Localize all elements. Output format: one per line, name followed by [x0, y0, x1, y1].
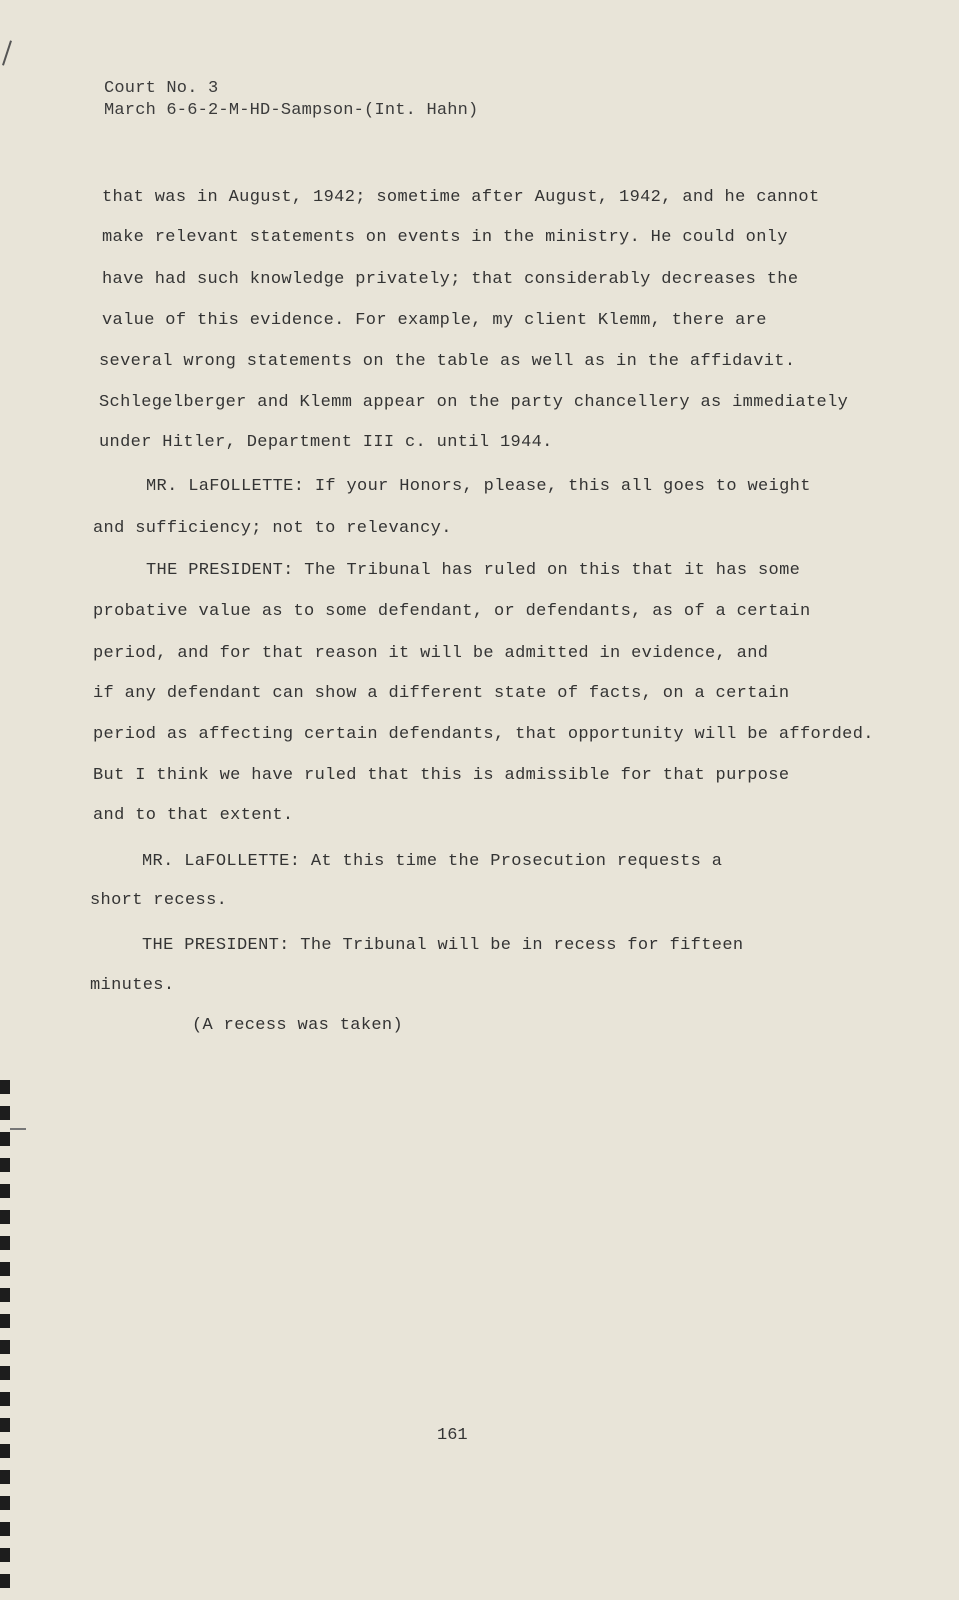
paragraph-1-line-4: value of this evidence. For example, my client Klemm, there are [102, 311, 767, 330]
paragraph-3-line-5: period as affecting certain defendants, that opportunity will be afforded. [93, 725, 874, 744]
paragraph-3-line-7: and to that extent. [93, 806, 294, 825]
page-number: 161 [437, 1426, 468, 1445]
document-header [104, 78, 478, 122]
binding-holes [0, 1080, 10, 1600]
paragraph-5-line-2: minutes. [90, 976, 175, 995]
paragraph-1-line-7: under Hitler, Department III c. until 1944. [99, 433, 553, 452]
paragraph-1-line-6: Schlegelberger and Klemm appear on the party chancellery as immediately [99, 393, 849, 412]
paragraph-5-line-1: THE PRESIDENT: The Tribunal will be in recess for fifteen [142, 936, 744, 955]
session-identifier: March 6-6-2-M-HD-Sampson-(Int. Hahn) [104, 101, 479, 120]
paragraph-4-line-2: short recess. [90, 891, 228, 910]
paragraph-1-line-2: make relevant statements on events in the ministry. He could only [102, 228, 788, 247]
edge-mark [10, 1128, 26, 1130]
paragraph-1-line-3: have had such knowledge privately; that considerably decreases the [102, 270, 799, 289]
paragraph-3-line-2: probative value as to some defendant, or defendants, as of a certain [93, 602, 811, 621]
recess-note: (A recess was taken) [192, 1016, 404, 1035]
paragraph-4-line-1: MR. LaFOLLETTE: At this time the Prosecution requests a [142, 852, 723, 871]
paragraph-3-line-6: But I think we have ruled that this is admissible for that purpose [93, 766, 790, 785]
paragraph-1-line-5: several wrong statements on the table as well as in the affidavit. [99, 352, 796, 371]
paragraph-3-line-4: if any defendant can show a different state of facts, on a certain [93, 684, 790, 703]
paragraph-1-line-1: that was in August, 1942; sometime after August, 1942, and he cannot [102, 188, 820, 207]
paragraph-2-line-1: MR. LaFOLLETTE: If your Honors, please, this all goes to weight [146, 477, 811, 496]
court-number: Court No. 3 [104, 79, 219, 98]
pencil-mark [2, 40, 12, 65]
paragraph-2-line-2: and sufficiency; not to relevancy. [93, 519, 452, 538]
paragraph-3-line-3: period, and for that reason it will be admitted in evidence, and [93, 644, 769, 663]
paragraph-3-line-1: THE PRESIDENT: The Tribunal has ruled on this that it has some [146, 561, 801, 580]
